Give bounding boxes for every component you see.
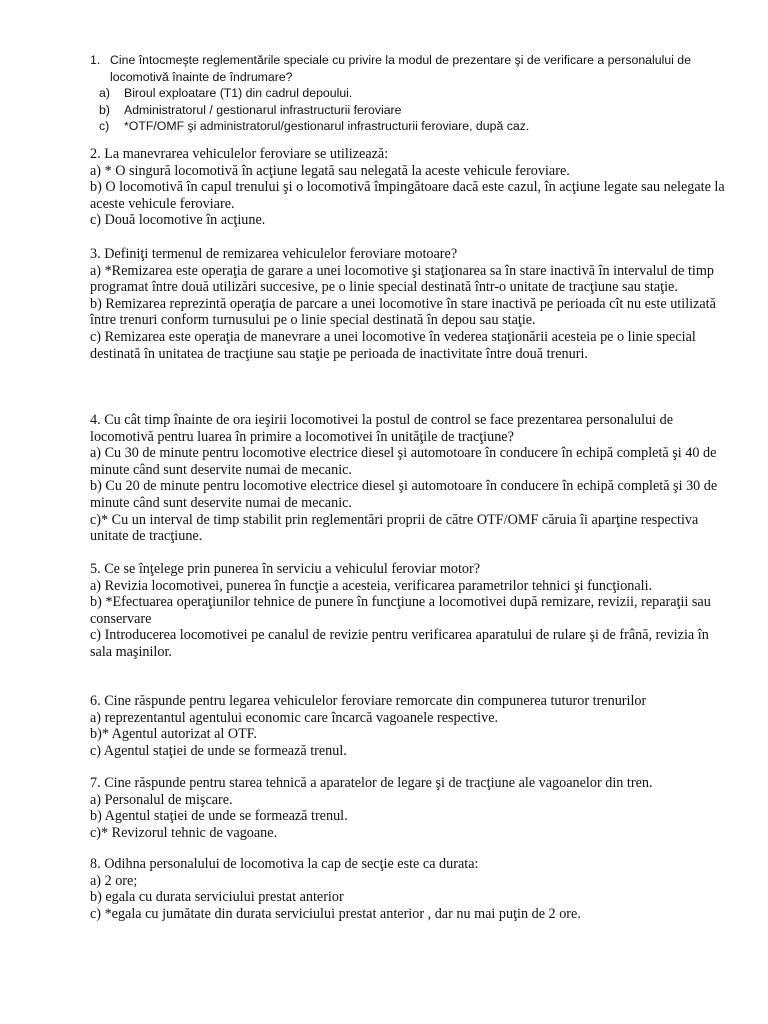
answer-option-c: c)* Cu un interval de timp stabilit prin reglementări proprii de către OTF/OMF căruia îi aparţine respectiva unitate de tracţiune. [90,511,699,545]
question-7 [90,775,730,841]
answer-option-a: a) Personalul de mişcare. [90,791,233,808]
option-text: Administratorul / gestionarul infrastructurii feroviare [124,102,402,117]
question-3 [90,246,730,362]
answer-option-a: a) * O singură locomotivă în acţiune legată sau nelegată la aceste vehicule feroviare. [90,162,570,179]
answer-option-a: a) reprezentantul agentului economic care încarcă vagoanele respective. [90,709,499,726]
question-text: 2. La manevrarea vehiculelor feroviare se utilizează: [90,146,389,162]
answer-option-b: b)* Agentul autorizat al OTF. [90,726,258,743]
question-2 [90,146,730,229]
question-number: 1. [90,53,101,67]
question-5 [90,561,730,661]
answer-option-b: b) O locomotivă în capul trenului şi o locomotivă împingătoare dacă este cazul, în acţiune legate sau nelegate la aceste vehicule feroviare. [90,179,725,212]
answer-option-b: b) Cu 20 de minute pentru locomotive electrice diesel şi automotoare în conducere în echipă completă şi 30 de minute când sunt deservite numai de mecanic. [90,478,718,511]
answer-option-b: b) Remizarea reprezintă operaţia de parcare a unei locomotive în stare inactivă pe perioada cît nu este utilizată între trenuri conform turnusului pe o linie special destinată în depou sau staţie. [90,295,716,329]
answer-option-a: a) *Remizarea este operaţia de garare a unei locomotive şi staţionarea sa în stare inactivă în intervalul de timp programat între două utilizări succesive, pe o linie special destinată într-o unitate de tracţiune sau staţie. [90,262,714,296]
question-text: 5. Ce se înţelege prin punerea în serviciu a vehiculul feroviar motor? [90,561,481,577]
question-text: 4. Cu cât timp înainte de ora ieşirii locomotivei la postul de control se face prezentarea personalului de locomotivă pentru luarea în primire a locomotivei în unităţile de tracţiune? [90,412,674,445]
answer-option-c: c)* Revizorul tehnic de vagoane. [90,824,278,841]
question-text: Cine întocmeşte reglementările speciale cu privire la modul de prezentare şi de verificare a personalului de locomotivă înainte de îndrumare? [110,53,691,84]
question-8 [90,856,730,922]
option-label: b) [99,102,110,117]
answer-option-c [90,118,720,135]
question-text: 3. Definiţi termenul de remizarea vehiculelor feroviare motoare? [90,246,458,262]
option-text: Biroul exploatare (T1) din cadrul depoului. [124,86,353,101]
answer-option-a: a) Revizia locomotivei, punerea în funcţie a acesteia, verificarea parametrilor tehnici şi funcţionali. [90,577,653,594]
answer-option-c: c) Remizarea este operaţia de manevrare a unei locomotive în vederea staţionării acesteia pe o linie special destinată în unitatea de tracţiune sau staţie pe perioada de inactivitate între două trenuri. [90,328,696,362]
answer-option-c: c) *egala cu jumătate din durata serviciului prestat anterior , dar nu mai puţin de 2 ore. [90,905,581,922]
answer-option-b [90,102,720,119]
question-text: 6. Cine răspunde pentru legarea vehiculelor feroviare remorcate din compunerea tuturor trenurilor [90,693,647,709]
option-label: a) [99,86,110,101]
question-4 [90,412,730,545]
option-label: c) [99,119,110,134]
question-text: 8. Odihna personalului de locomotiva la cap de secţie este ca durata: [90,856,479,872]
answer-option-a: a) Cu 30 de minute pentru locomotive electrice diesel şi automotoare în conducere în echipă completă şi 40 de minute când sunt deservite numai de mecanic. [90,445,717,478]
answer-option-a [90,85,720,102]
answer-option-b: b) egala cu durata serviciului prestat anterior [90,889,344,906]
question-6 [90,693,730,759]
answer-option-c: c) Introducerea locomotivei pe canalul de revizie pentru verificarea aparatului de rulare şi de frână, revizia în sala maşinilor. [90,627,709,660]
question-1 [90,52,720,135]
answer-option-b: b) Agentul staţiei de unde se formează trenul. [90,808,348,825]
answer-option-a: a) 2 ore; [90,872,138,889]
option-text: *OTF/OMF şi administratorul/gestionarul infrastructurii feroviare, după caz. [124,119,530,134]
answer-option-b: b) *Efectuarea operaţiunilor tehnice de punere în funcţiune a locomotivei după remizare, revizii, reparaţii sau conservare [90,594,711,627]
question-text: 7. Cine răspunde pentru starea tehnică a aparatelor de legare şi de tracţiune ale vagoanelor din tren. [90,775,653,791]
answer-option-c: c) Două locomotive în acţiune. [90,212,266,229]
answer-option-c: c) Agentul staţiei de unde se formează trenul. [90,742,347,759]
question-1-stem [90,52,720,85]
